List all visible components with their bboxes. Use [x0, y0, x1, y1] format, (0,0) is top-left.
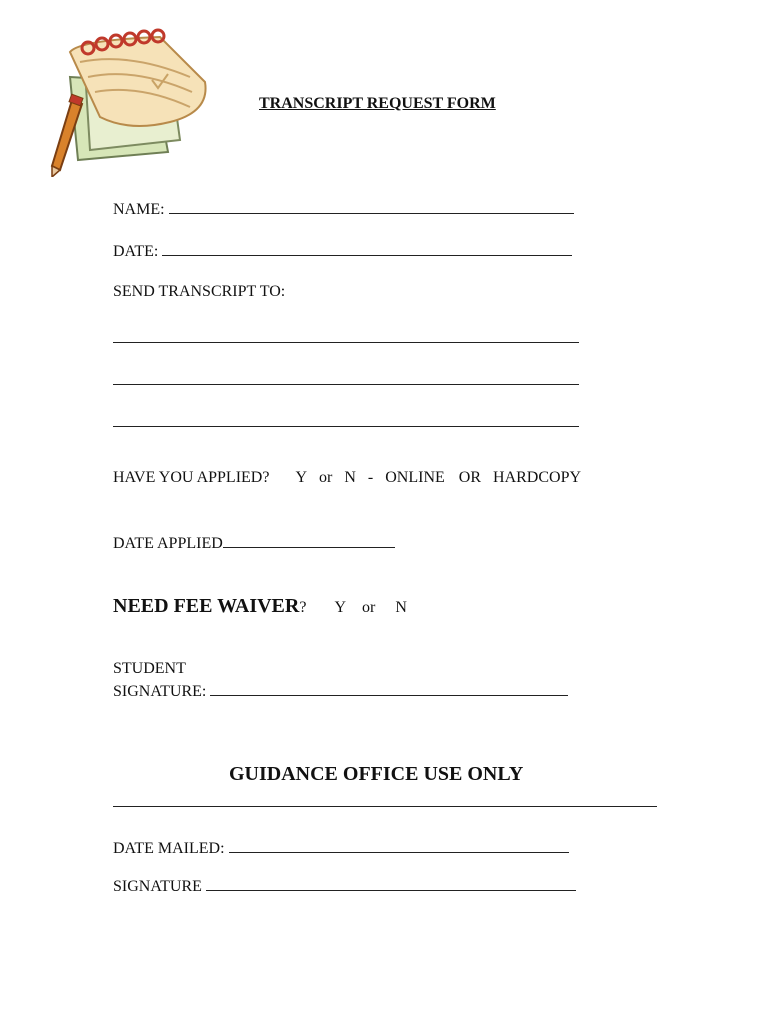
- fee-waiver-row: [113, 594, 407, 620]
- student-signature-label: SIGNATURE:: [113, 683, 207, 700]
- office-signature-label: SIGNATURE: [113, 878, 202, 895]
- student-signature-row: [113, 681, 568, 701]
- name-field[interactable]: [169, 199, 574, 214]
- date-mailed-label: DATE MAILED:: [113, 840, 225, 857]
- name-label: NAME:: [113, 201, 165, 218]
- applied-no-option[interactable]: N: [344, 469, 356, 486]
- date-label: DATE:: [113, 243, 159, 260]
- applied-or-text: or: [319, 469, 333, 486]
- student-signature-field[interactable]: [210, 681, 568, 696]
- send-to-label: SEND TRANSCRIPT TO:: [113, 283, 286, 300]
- date-mailed-field[interactable]: [229, 838, 569, 853]
- form-title: TRANSCRIPT REQUEST FORM: [259, 95, 496, 112]
- date-applied-label: DATE APPLIED: [113, 535, 223, 552]
- date-applied-field[interactable]: [223, 533, 395, 548]
- student-label: STUDENT: [113, 660, 186, 677]
- fee-waiver-label: NEED FEE WAIVER: [113, 595, 300, 617]
- applied-online-option[interactable]: ONLINE: [385, 469, 445, 486]
- date-applied-row: [113, 533, 395, 553]
- office-signature-row: [113, 876, 576, 896]
- notepad-pencil-icon: [40, 22, 215, 177]
- applied-label: HAVE YOU APPLIED?: [113, 469, 270, 486]
- fee-or-text: or: [362, 599, 376, 616]
- name-row: [113, 199, 574, 219]
- fee-waiver-question: ?: [299, 599, 307, 616]
- date-row: [113, 241, 572, 261]
- office-signature-field[interactable]: [206, 876, 576, 891]
- office-heading: GUIDANCE OFFICE USE ONLY: [229, 763, 524, 785]
- applied-dash: -: [367, 469, 374, 486]
- address-line-2[interactable]: [113, 370, 579, 385]
- date-mailed-row: [113, 838, 569, 858]
- applied-row: [113, 469, 581, 487]
- address-line-3[interactable]: [113, 412, 579, 427]
- date-field[interactable]: [162, 241, 572, 256]
- fee-yes-option[interactable]: Y: [334, 599, 347, 616]
- office-divider: [113, 792, 657, 807]
- address-line-1[interactable]: [113, 328, 579, 343]
- fee-no-option[interactable]: N: [395, 599, 407, 616]
- applied-yes-option[interactable]: Y: [295, 469, 308, 486]
- applied-or2-text: OR: [458, 469, 482, 486]
- applied-hardcopy-option[interactable]: HARDCOPY: [493, 469, 582, 486]
